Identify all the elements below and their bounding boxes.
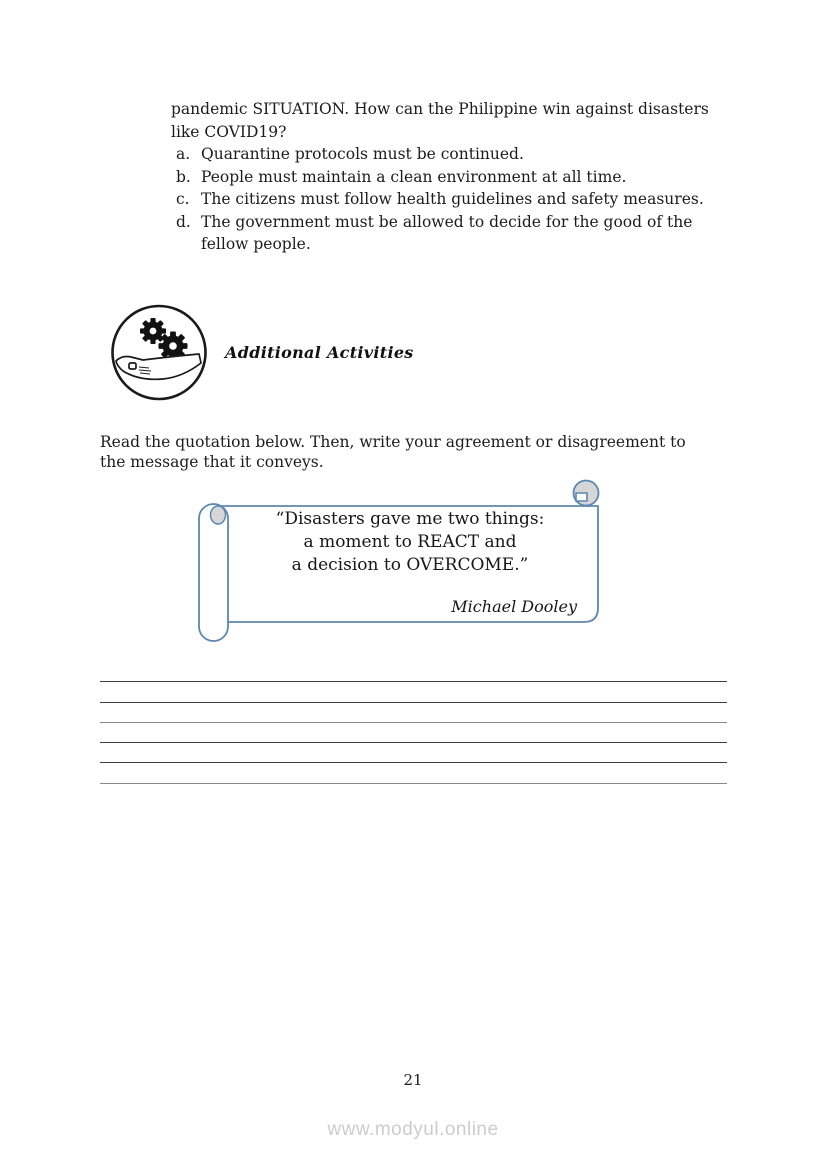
question-text — [171, 98, 709, 143]
quote-line-2: a moment to REACT and — [303, 531, 517, 552]
answer-options — [176, 143, 728, 256]
instruction-text: Read the quotation below. Then, write your agreement or disagreement to the message that it conveys. — [100, 433, 686, 471]
option-letter: d. — [176, 212, 191, 231]
option-letter: b. — [176, 167, 191, 186]
option-text: People must maintain a clean environment at all time. — [201, 167, 627, 186]
writing-line — [100, 763, 727, 783]
option-letter: c. — [176, 190, 190, 209]
question-line-2: like COVID19? — [171, 122, 287, 141]
page-number: 21 — [403, 1071, 423, 1089]
option-text: Quarantine protocols must be continued. — [201, 145, 524, 163]
quote-author: Michael Dooley — [451, 597, 577, 616]
option-text: The citizens must follow health guidelines and safety measures. — [201, 190, 704, 209]
option-a — [176, 143, 728, 166]
section-title: Additional Activities — [225, 343, 414, 362]
hand-gears-icon — [109, 303, 209, 402]
writing-line — [100, 723, 727, 743]
writing-line — [100, 682, 727, 702]
watermark-text: www.modyul.online — [327, 1119, 499, 1140]
option-b — [176, 166, 728, 189]
quote-text — [243, 508, 577, 576]
option-letter: a. — [176, 145, 191, 163]
writing-lines-area — [100, 662, 727, 784]
option-text: The government must be allowed to decide for the good of the fellow people. — [201, 212, 693, 254]
question-line-1: pandemic SITUATION. How can the Philippine win against disasters — [171, 100, 709, 118]
option-c — [176, 188, 728, 211]
writing-line — [100, 743, 727, 763]
quote-line-1: “Disasters gave me two things: — [275, 509, 545, 529]
writing-line — [100, 703, 727, 723]
quote-line-3: a decision to OVERCOME.” — [291, 554, 529, 575]
writing-line — [100, 662, 727, 682]
option-d — [176, 211, 728, 256]
